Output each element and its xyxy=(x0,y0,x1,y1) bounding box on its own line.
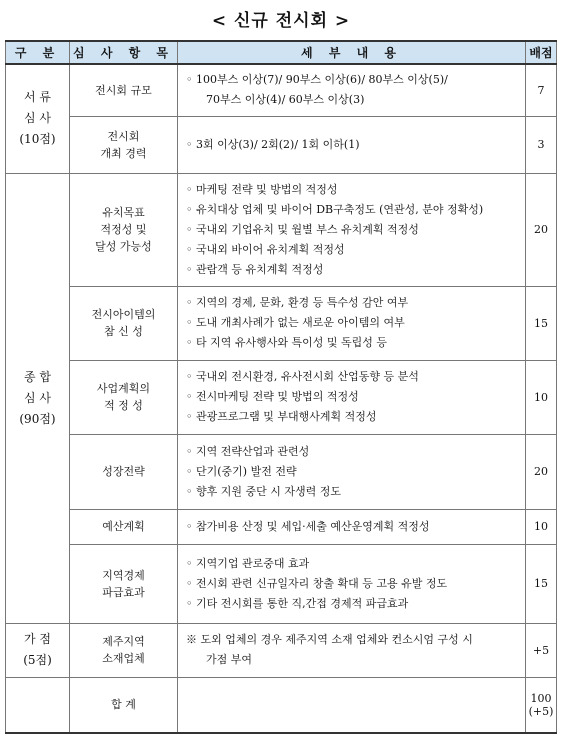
table-row xyxy=(6,544,557,623)
total-empty-cell xyxy=(6,677,70,733)
item-label: 제주지역 소재업체 xyxy=(70,623,178,677)
score-cell: 10 xyxy=(526,509,557,544)
header-score: 배점 xyxy=(526,41,557,64)
header-row xyxy=(6,41,557,64)
table-row xyxy=(6,286,557,360)
table-row xyxy=(6,173,557,286)
category-document-review: 서 류 심 사 (10점) xyxy=(6,64,70,173)
total-label: 합 계 xyxy=(70,677,178,733)
category-comprehensive: 종 합 심 사 (90점) xyxy=(6,173,70,623)
detail-cell: ◦ 국내외 전시환경, 유사전시회 산업동향 등 분석 ◦ 전시마케팅 전략 및 방법의 적정성 ◦ 관광프로그램 및 부대행사계획 적정성 xyxy=(178,360,526,434)
detail-cell: ◦ 지역의 경제, 문화, 환경 등 특수성 감안 여부 ◦ 도내 개최사례가 없는 새로운 아이템의 여부 ◦ 타 지역 유사행사와 특이성 및 독립성 등 xyxy=(178,286,526,360)
detail-cell: ◦ 지역 전략산업과 관련성 ◦ 단기(중기) 발전 전략 ◦ 향후 지원 중단 시 자생력 정도 xyxy=(178,434,526,509)
table-row xyxy=(6,623,557,677)
total-score: 100 (+5) xyxy=(526,677,557,733)
category-bonus: 가 점 (5점) xyxy=(6,623,70,677)
detail-cell: ◦ 참가비용 산정 및 세입·세출 예산운영계획 적정성 xyxy=(178,509,526,544)
table-row xyxy=(6,509,557,544)
item-label: 예산계획 xyxy=(70,509,178,544)
total-row xyxy=(6,677,557,733)
header-detail: 세 부 내 용 xyxy=(178,41,526,64)
detail-cell: ※ 도외 업체의 경우 제주지역 소재 업체와 컨소시엄 구성 시 가점 부여 xyxy=(178,623,526,677)
score-cell: 7 xyxy=(526,64,557,116)
score-cell: 3 xyxy=(526,116,557,173)
header-category: 구 분 xyxy=(6,41,70,64)
total-detail-empty xyxy=(178,677,526,733)
table-row xyxy=(6,360,557,434)
evaluation-table xyxy=(5,40,557,734)
score-cell: 20 xyxy=(526,434,557,509)
table-row xyxy=(6,64,557,116)
item-label: 전시회 규모 xyxy=(70,64,178,116)
score-cell: 20 xyxy=(526,173,557,286)
item-label: 성장전략 xyxy=(70,434,178,509)
detail-cell: ◦ 지역기업 관로중대 효과 ◦ 전시회 관련 신규일자리 창출 확대 등 고용 유발 정도 ◦ 기타 전시회를 통한 직,간접 경제적 파급효과 xyxy=(178,544,526,623)
item-label: 사업계획의 적 정 성 xyxy=(70,360,178,434)
score-cell: 15 xyxy=(526,286,557,360)
detail-cell: ◦ 3회 이상(3)/ 2회(2)/ 1회 이하(1) xyxy=(178,116,526,173)
page-title: < 신규 전시회 > xyxy=(211,11,351,31)
score-cell: 15 xyxy=(526,544,557,623)
score-cell: +5 xyxy=(526,623,557,677)
item-label: 전시회 개최 경력 xyxy=(70,116,178,173)
table-row xyxy=(6,116,557,173)
score-cell: 10 xyxy=(526,360,557,434)
header-item: 심 사 항 목 xyxy=(70,41,178,64)
item-label: 지역경제 파급효과 xyxy=(70,544,178,623)
item-label: 유치목표 적정성 및 달성 가능성 xyxy=(70,173,178,286)
detail-cell: ◦ 100부스 이상(7)/ 90부스 이상(6)/ 80부스 이상(5)/ 70부스 이상(4)/ 60부스 이상(3) xyxy=(178,64,526,116)
table-row xyxy=(6,434,557,509)
item-label: 전시아이템의 참 신 성 xyxy=(70,286,178,360)
detail-cell: ◦ 마케팅 전략 및 방법의 적정성 ◦ 유치대상 업체 및 바이어 DB구축정도 (연관성, 분야 정확성) ◦ 국내외 기업유치 및 월별 부스 유치계획 적정성 ◦ 국내외 바이어 유치계획 적정성 ◦ 관람객 등 유치계획 적정성 xyxy=(178,173,526,286)
